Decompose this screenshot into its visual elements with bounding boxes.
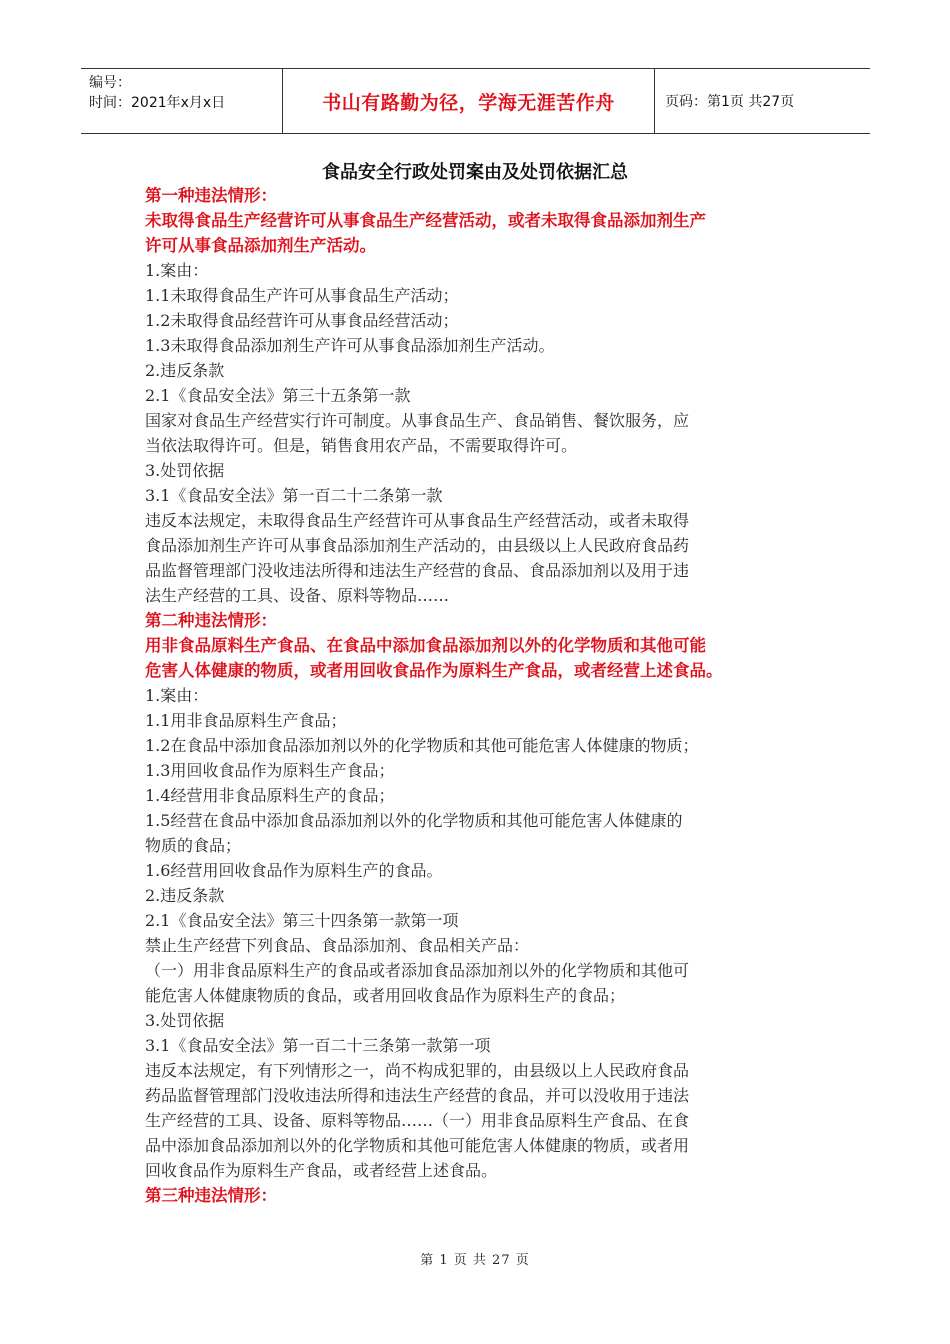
section-heading-line: 第三种违法情形： xyxy=(145,1186,277,1205)
body-text-line: 当依法取得许可。但是，销售食用农产品，不需要取得许可。 xyxy=(145,436,578,455)
body-text-line: 品监督管理部门没收违法所得和违法生产经营的食品、食品添加剂以及用于违 xyxy=(145,561,690,580)
header-slogan: 书山有路勤为径，学海无涯苦作舟 xyxy=(283,69,655,133)
body-text-line: 1.4经营用非食品原料生产的食品； xyxy=(145,786,395,805)
body-text-line: 2.违反条款 xyxy=(145,886,225,905)
body-text-line: 3.处罚依据 xyxy=(145,1011,225,1030)
body-text-line: （一）用非食品原料生产的食品或者添加食品添加剂以外的化学物质和其他可 xyxy=(145,961,690,980)
body-text-line: 禁止生产经营下列食品、食品添加剂、食品相关产品： xyxy=(145,936,530,955)
body-text-line: 违反本法规定，未取得食品生产经营许可从事食品生产经营活动，或者未取得 xyxy=(145,511,690,530)
body-text-line: 1.案由： xyxy=(145,261,209,280)
doc-code-label: 编号： xyxy=(89,75,131,91)
body-text-line: 回收食品作为原料生产食品，或者经营上述食品。 xyxy=(145,1161,498,1180)
section-heading-line: 用非食品原料生产食品、在食品中添加食品添加剂以外的化学物质和其他可能 xyxy=(145,636,706,655)
body-text-line: 法生产经营的工具、设备、原料等物品…… xyxy=(145,586,450,605)
document-body xyxy=(145,183,813,1208)
body-text-line: 国家对食品生产经营实行许可制度。从事食品生产、食品销售、餐饮服务，应 xyxy=(145,411,690,430)
body-text-line: 3.1《食品安全法》第一百二十二条第一款 xyxy=(145,486,443,505)
body-text-line: 药品监督管理部门没收违法所得和违法生产经营的食品，并可以没收用于违法 xyxy=(145,1086,690,1105)
body-text-line: 3.1《食品安全法》第一百二十三条第一款第一项 xyxy=(145,1036,491,1055)
section-heading-line: 未取得食品生产经营许可从事食品生产经营活动，或者未取得食品添加剂生产 xyxy=(145,211,706,230)
body-text-line: 1.3未取得食品添加剂生产许可从事食品添加剂生产活动。 xyxy=(145,336,555,355)
body-text-line: 1.5经营在食品中添加食品添加剂以外的化学物质和其他可能危害人体健康的 xyxy=(145,811,683,830)
body-text-line: 能危害人体健康物质的食品，或者用回收食品作为原料生产的食品； xyxy=(145,986,626,1005)
page-header xyxy=(81,68,870,134)
page-footer: 第 1 页 共 27 页 xyxy=(420,1253,530,1268)
body-text-line: 1.6经营用回收食品作为原料生产的食品。 xyxy=(145,861,443,880)
body-text-line: 食品添加剂生产许可从事食品添加剂生产活动的，由县级以上人民政府食品药 xyxy=(145,536,690,555)
body-text-line: 违反本法规定，有下列情形之一，尚不构成犯罪的，由县级以上人民政府食品 xyxy=(145,1061,690,1080)
document-title: 食品安全行政处罚案由及处罚依据汇总 xyxy=(322,162,628,183)
body-text-line: 2.违反条款 xyxy=(145,361,225,380)
body-text-line: 品中添加食品添加剂以外的化学物质和其他可能危害人体健康的物质，或者用 xyxy=(145,1136,690,1155)
body-text-line: 生产经营的工具、设备、原料等物品……（一）用非食品原料生产食品、在食 xyxy=(145,1111,690,1130)
section-heading-line: 危害人体健康的物质，或者用回收食品作为原料生产食品，或者经营上述食品。 xyxy=(145,661,723,680)
body-text-line: 物质的食品； xyxy=(145,836,242,855)
section-heading-line: 许可从事食品添加剂生产活动。 xyxy=(145,236,376,255)
body-text-line: 1.3用回收食品作为原料生产食品； xyxy=(145,761,395,780)
section-heading-line: 第一种违法情形： xyxy=(145,186,277,205)
header-page-number: 页码：第1页 共27页 xyxy=(665,94,795,110)
body-text-line: 1.2未取得食品经营许可从事食品经营活动； xyxy=(145,311,459,330)
body-text-line: 3.处罚依据 xyxy=(145,461,225,480)
body-text-line: 1.1未取得食品生产许可从事食品生产活动； xyxy=(145,286,459,305)
body-text-line: 1.1用非食品原料生产食品； xyxy=(145,711,347,730)
doc-date-label: 时间：2021年x月x日 xyxy=(89,95,226,111)
body-text-line: 2.1《食品安全法》第三十四条第一款第一项 xyxy=(145,911,459,930)
section-heading-line: 第二种违法情形： xyxy=(145,611,277,630)
header-meta-cell xyxy=(81,69,283,133)
body-text-line: 1.案由： xyxy=(145,686,209,705)
body-text-line: 2.1《食品安全法》第三十五条第一款 xyxy=(145,386,411,405)
body-text-line: 1.2在食品中添加食品添加剂以外的化学物质和其他可能危害人体健康的物质； xyxy=(145,736,699,755)
